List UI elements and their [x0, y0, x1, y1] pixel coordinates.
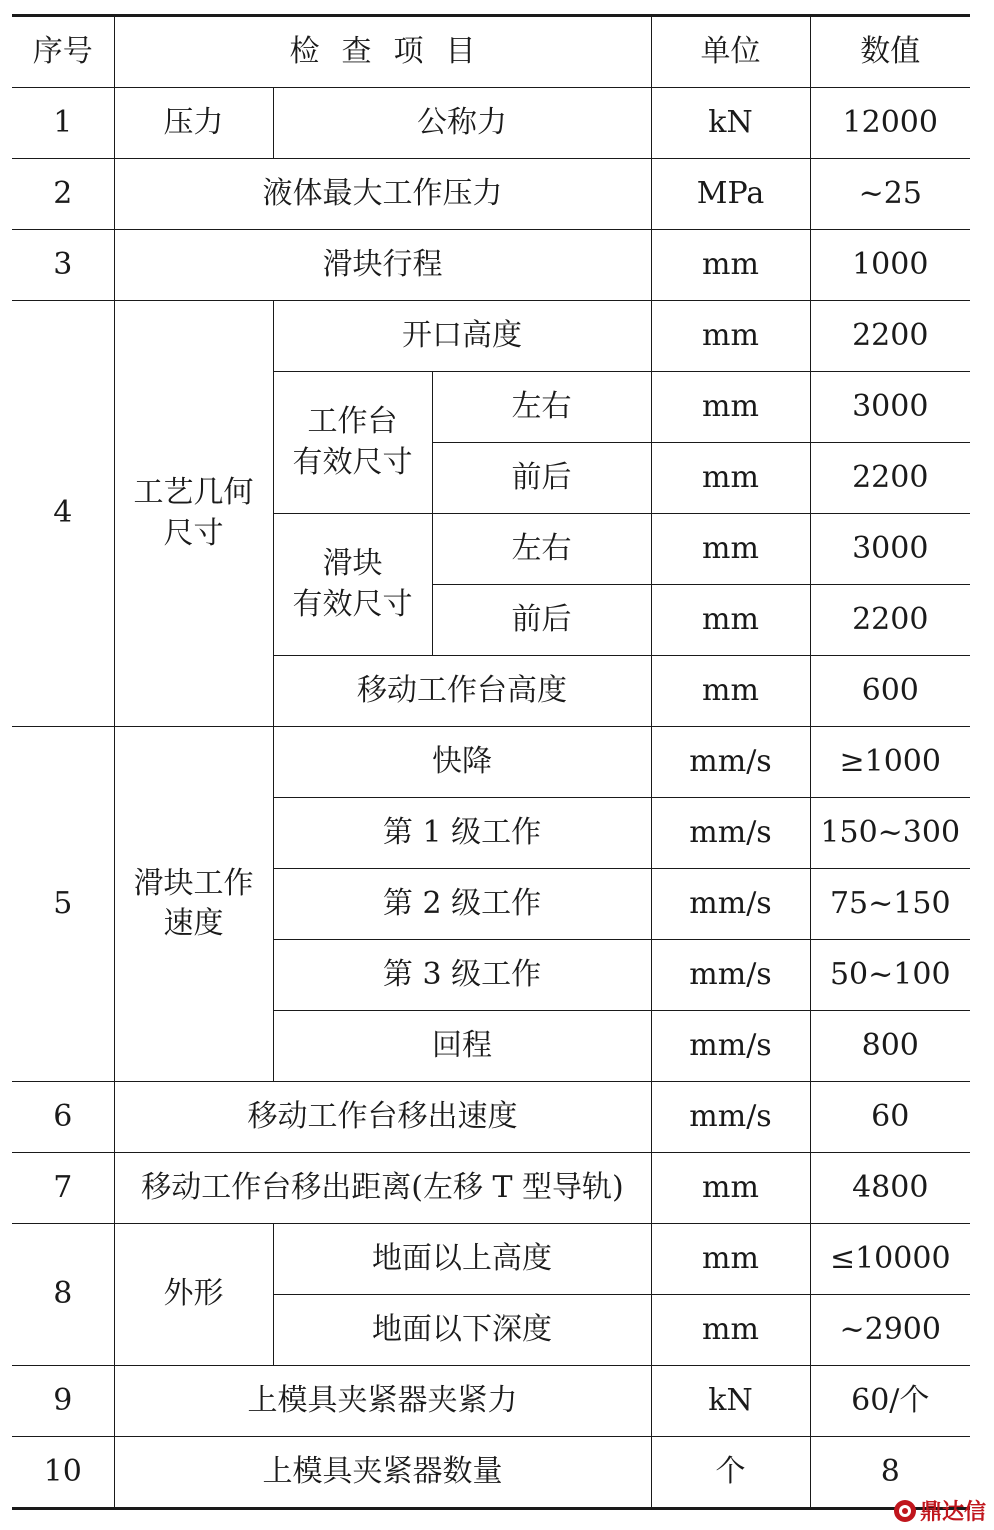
row-no: 10: [12, 1437, 114, 1509]
row-unit: mm: [651, 656, 810, 727]
header-item: 检查项目: [114, 16, 651, 88]
row-value: 50~100: [810, 940, 970, 1011]
table-row: [12, 1082, 970, 1153]
row-item: 移动工作台移出速度: [114, 1082, 651, 1153]
row-value: 2200: [810, 585, 970, 656]
subgroup-line: 滑块: [322, 546, 383, 581]
row-unit: mm: [651, 443, 810, 514]
row-item: 第 1 级工作: [273, 798, 651, 869]
row-value: ≤10000: [810, 1224, 970, 1295]
row-unit: mm: [651, 230, 810, 301]
row-unit: MPa: [651, 159, 810, 230]
row-item: 左右: [432, 372, 651, 443]
row-value: 2200: [810, 443, 970, 514]
row-value: ~25: [810, 159, 970, 230]
row-no: 7: [12, 1153, 114, 1224]
row-value: ≥1000: [810, 727, 970, 798]
table-row: [12, 1224, 970, 1295]
row-item: 地面以上高度: [273, 1224, 651, 1295]
row-item: 液体最大工作压力: [114, 159, 651, 230]
row-item: 移动工作台移出距离(左移 T 型导轨): [114, 1153, 651, 1224]
row-item: 上模具夹紧器数量: [114, 1437, 651, 1509]
row-no: 8: [12, 1224, 114, 1366]
row-unit: kN: [651, 88, 810, 159]
row-no: 2: [12, 159, 114, 230]
row-unit: mm/s: [651, 1011, 810, 1082]
subgroup-line: 有效尺寸: [292, 444, 413, 480]
row-unit: mm: [651, 301, 810, 372]
row-subgroup: [273, 514, 432, 656]
table-row: [12, 1437, 970, 1509]
row-value: 150~300: [810, 798, 970, 869]
row-value: 3000: [810, 514, 970, 585]
table-row: [12, 1153, 970, 1224]
row-value: 12000: [810, 88, 970, 159]
row-no: 3: [12, 230, 114, 301]
group-line: 滑块工作: [133, 865, 254, 901]
row-value: 3000: [810, 372, 970, 443]
row-group: 外形: [114, 1224, 273, 1366]
row-item: 第 3 级工作: [273, 940, 651, 1011]
header-unit: 单位: [651, 16, 810, 88]
row-unit: mm: [651, 1224, 810, 1295]
row-unit: mm: [651, 514, 810, 585]
row-unit: mm: [651, 585, 810, 656]
row-item: 上模具夹紧器夹紧力: [114, 1366, 651, 1437]
row-item: 前后: [432, 585, 651, 656]
row-value: 4800: [810, 1153, 970, 1224]
row-unit: mm/s: [651, 798, 810, 869]
row-value: 8: [810, 1437, 970, 1509]
row-unit: kN: [651, 1366, 810, 1437]
row-item: 地面以下深度: [273, 1295, 651, 1366]
table-row: [12, 1366, 970, 1437]
row-value: 60/个: [810, 1366, 970, 1437]
table-row: [12, 230, 970, 301]
row-value: 800: [810, 1011, 970, 1082]
row-unit: mm/s: [651, 940, 810, 1011]
row-item: 移动工作台高度: [273, 656, 651, 727]
row-group: [114, 301, 273, 727]
row-unit: mm: [651, 1295, 810, 1366]
header-row: [12, 16, 970, 88]
row-value: 600: [810, 656, 970, 727]
subgroup-line: 工作台: [307, 404, 398, 439]
row-value: 75~150: [810, 869, 970, 940]
group-line: 尺寸: [163, 515, 224, 551]
table-row: [12, 727, 970, 798]
header-value: 数值: [810, 16, 970, 88]
group-line: 速度: [163, 906, 224, 941]
table-row: [12, 88, 970, 159]
row-no: 5: [12, 727, 114, 1082]
group-line: 工艺几何: [133, 475, 254, 510]
row-group: [114, 727, 273, 1082]
row-group: 压力: [114, 88, 273, 159]
watermark-logo-icon: [894, 1500, 916, 1522]
row-item: 快降: [273, 727, 651, 798]
row-no: 4: [12, 301, 114, 727]
row-item: 公称力: [273, 88, 651, 159]
row-no: 9: [12, 1366, 114, 1437]
header-no: 序号: [12, 16, 114, 88]
row-no: 6: [12, 1082, 114, 1153]
row-value: 60: [810, 1082, 970, 1153]
row-item: 前后: [432, 443, 651, 514]
row-value: 1000: [810, 230, 970, 301]
watermark: [894, 1495, 986, 1526]
row-item: 第 2 级工作: [273, 869, 651, 940]
row-subgroup: [273, 372, 432, 514]
row-value: ~2900: [810, 1295, 970, 1366]
row-unit: 个: [651, 1437, 810, 1509]
row-no: 1: [12, 88, 114, 159]
spec-table: [12, 14, 970, 1510]
row-value: 2200: [810, 301, 970, 372]
row-unit: mm/s: [651, 869, 810, 940]
row-item: 左右: [432, 514, 651, 585]
row-item: 回程: [273, 1011, 651, 1082]
table-row: [12, 301, 970, 372]
watermark-text: 鼎达信: [919, 1500, 986, 1525]
row-item: 开口高度: [273, 301, 651, 372]
subgroup-line: 有效尺寸: [292, 586, 413, 622]
row-unit: mm/s: [651, 1082, 810, 1153]
row-unit: mm: [651, 372, 810, 443]
row-unit: mm/s: [651, 727, 810, 798]
table-row: [12, 159, 970, 230]
row-unit: mm: [651, 1153, 810, 1224]
row-item: 滑块行程: [114, 230, 651, 301]
